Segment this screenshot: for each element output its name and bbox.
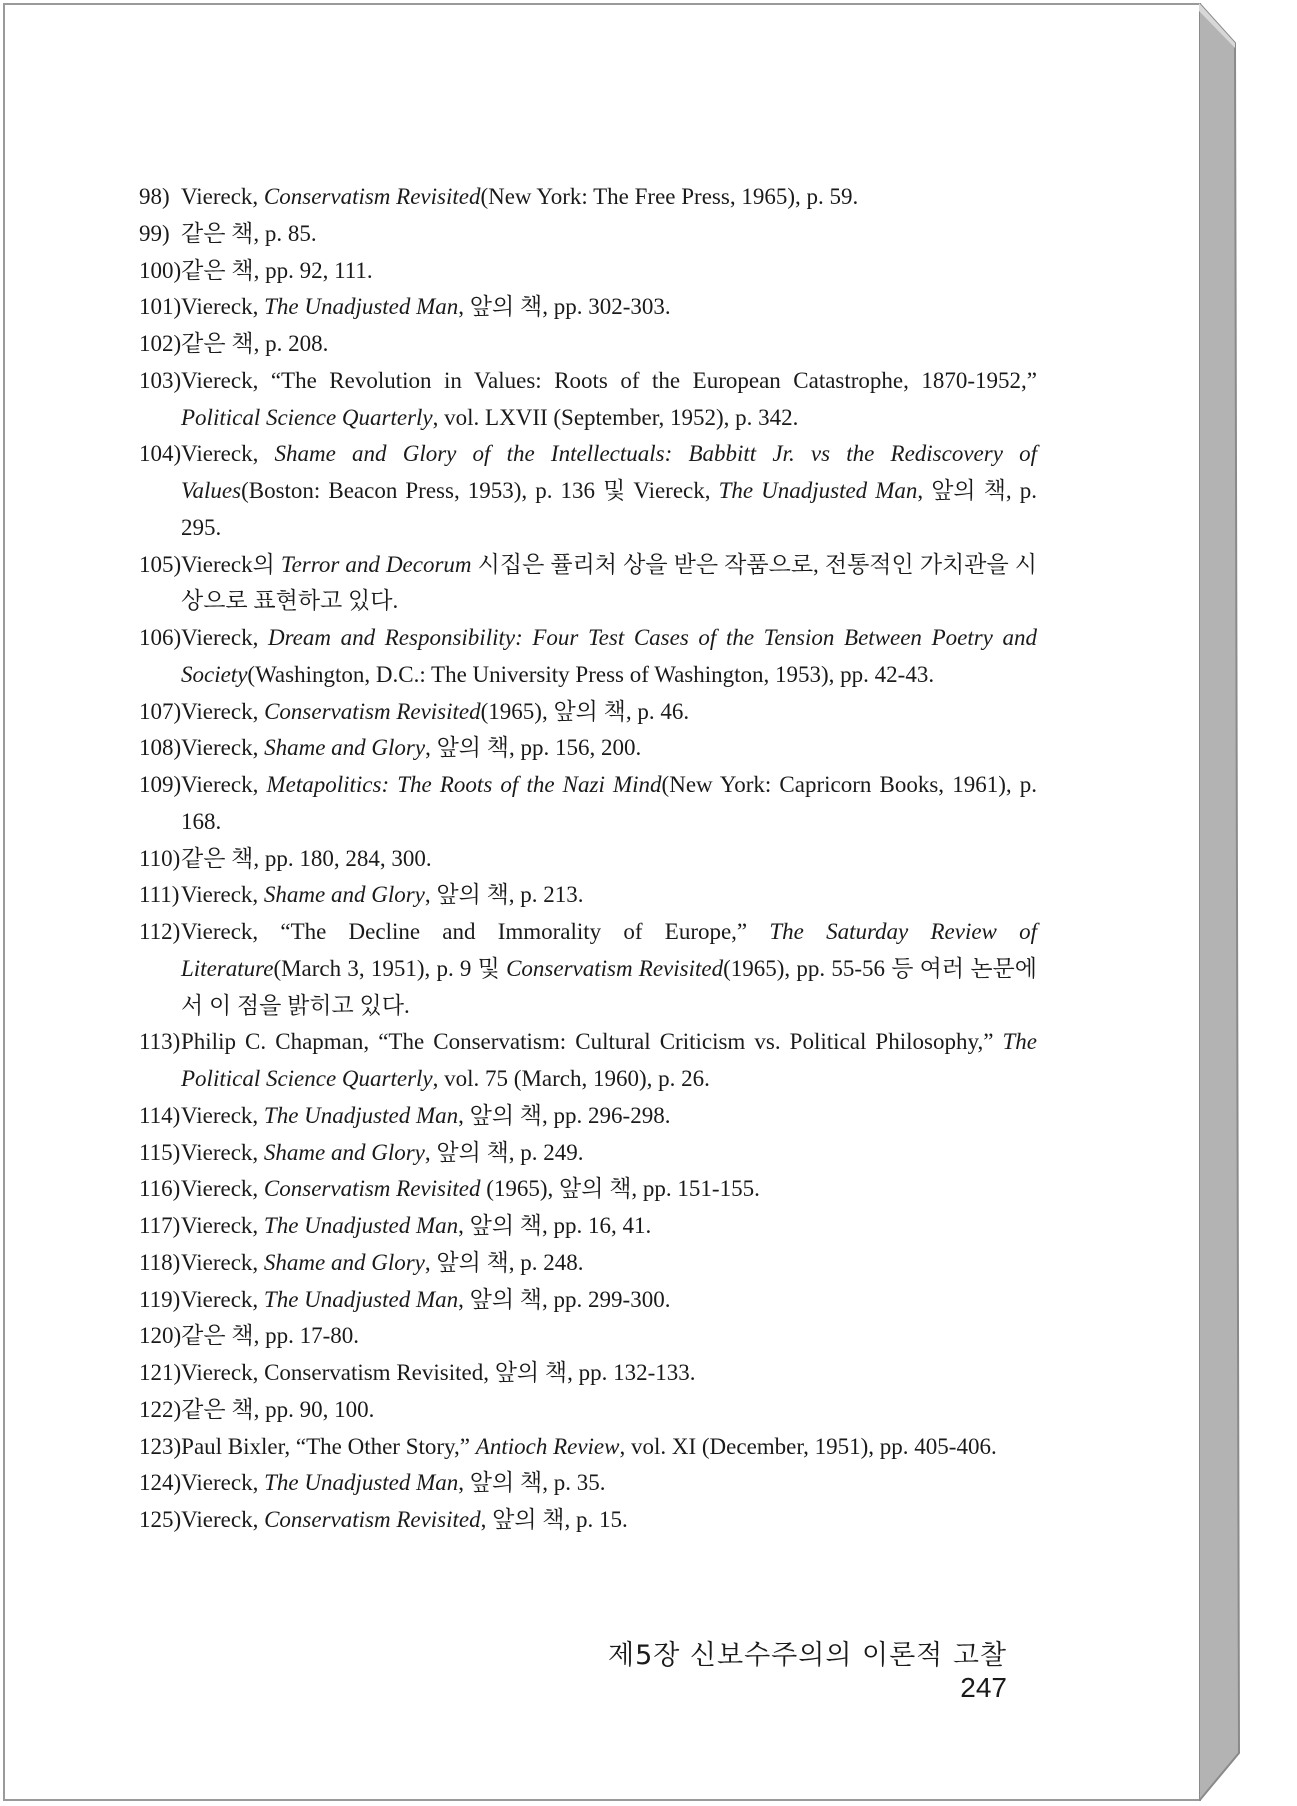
footnote-text: , vol. LXVII (September, 1952), p. 342. (432, 404, 799, 430)
footnote (139, 1098, 1037, 1135)
footnote (139, 289, 1037, 326)
footnote (139, 216, 1037, 253)
footnote-title-italic: The Unadjusted Man (263, 1286, 459, 1312)
footnote-text: Viereck, (181, 1139, 264, 1165)
footnote-text: Viereck, “The Revolution in Values: Roots of the European Catastrophe, 1870-1952,” (181, 367, 1037, 393)
footnote-title-italic: Terror and Decorum (280, 551, 472, 577)
footnote-text: , 앞의 책, p. 249. (424, 1139, 584, 1165)
footnote-text: , 앞의 책, pp. 16, 41. (458, 1213, 652, 1238)
footnote-number: 121) (139, 1360, 182, 1385)
footnote-number: 109) (139, 772, 182, 797)
running-chapter-title: 제5장 신보수주의의 이론적 고찰 (608, 1640, 1007, 1671)
footnote-number: 114) (139, 1102, 181, 1128)
footnote-text: (New York: Capricorn Books, 1961), p. 168. (181, 772, 1037, 834)
footnote-text: (1965), pp. 55-56 등 여러 논문에서 이 점을 밝히고 있다. (181, 955, 1037, 1018)
footnote-title-italic: The Unadjusted Man (263, 1213, 459, 1238)
footnote-text: Viereck, (181, 1507, 265, 1532)
footnote (139, 1465, 1037, 1502)
footnote-title-italic: Conservatism Revisited (264, 1507, 481, 1532)
footnote-text: Viereck, “The Decline and Immorality of Europe,” (181, 919, 770, 944)
page-footer (575, 1633, 1007, 1704)
footnote (139, 694, 1037, 731)
footnote-number: 102) (139, 331, 182, 356)
footnote-text: Viereck, (181, 1470, 265, 1496)
footnote-text: , 앞의 책, p. 213. (424, 882, 584, 908)
footnote (139, 1502, 1037, 1539)
footnote-title-italic: The Unadjusted Man (264, 294, 459, 320)
footnote-text: Viereck, (181, 772, 267, 797)
footnote-number: 115) (139, 1139, 181, 1165)
footnote-title-italic: Dream and Responsibility: Four Test Cases of the Tension Between Poetry and Society (181, 625, 1038, 687)
footnote (139, 1208, 1037, 1245)
footnote-text: (Boston: Beacon Press, 1953), p. 136 및 Viereck, (241, 478, 719, 503)
footnote-number: 104) (139, 441, 182, 467)
footnote-text: (Washington, D.C.: The University Press of Washington, 1953), pp. 42-43. (247, 661, 935, 687)
footnote (139, 620, 1037, 694)
footnote-number: 119) (139, 1286, 181, 1312)
footnote-title-italic: Conservatism Revisited (506, 955, 724, 981)
footnote (139, 1429, 1037, 1466)
footnote-number: 111) (139, 882, 180, 908)
footnote-number: 112) (139, 919, 181, 944)
footnote (139, 1171, 1037, 1208)
footnote-number: 99) (139, 220, 170, 246)
footnote-title-italic: Antioch Review (475, 1433, 620, 1459)
page-number: 247 (960, 1672, 1007, 1703)
footnote-text: Viereck, (181, 882, 264, 908)
footnote-title-italic: Conservatism Revisited (264, 698, 481, 724)
footnote-text: Paul Bixler, “The Other Story,” (181, 1433, 476, 1459)
footnote-text: , 앞의 책, pp. 302-303. (458, 294, 671, 320)
footnote (139, 179, 1037, 216)
footnote-text: 같은 책, p. 85. (181, 220, 317, 246)
footnote-title-italic: Shame and Glory (263, 1249, 425, 1275)
footnote-text: Philip C. Chapman, “The Conservatism: Cultural Criticism vs. Political Philosophy,” (181, 1029, 1003, 1055)
footnote (139, 253, 1037, 290)
footnote-text: 같은 책, pp. 92, 111. (181, 257, 373, 283)
footnote-text: , 앞의 책, pp. 296-298. (458, 1102, 671, 1128)
footnote-number: 116) (139, 1176, 181, 1202)
footnote-title-italic: The Unadjusted Man (718, 478, 918, 503)
footnote-text: , 앞의 책, pp. 299-300. (458, 1286, 671, 1312)
footnote-title-italic: Shame and Glory (264, 735, 426, 761)
footnote-number: 122) (139, 1396, 182, 1422)
footnote-number: 125) (139, 1507, 182, 1532)
footnote (139, 326, 1037, 363)
footnote-number: 110) (139, 845, 181, 871)
footnote (139, 436, 1037, 546)
footnote-title-italic: The Saturday Review of Literature (181, 919, 1037, 981)
footnote (139, 767, 1037, 841)
footnote-text: Viereck, (181, 1176, 264, 1202)
footnote (139, 1392, 1037, 1429)
footnote (139, 914, 1037, 1024)
footnote-title-italic: Shame and Glory (263, 1139, 425, 1165)
footnote-list (139, 179, 1037, 1539)
footnote-text: Viereck, (181, 294, 265, 320)
footnote-text: 시집은 퓰리처 상을 받은 작품으로, 전통적인 가치관을 시상으로 표현하고 있다. (181, 551, 1038, 614)
footnote-text: Viereck, (181, 698, 265, 724)
footnote-text: (New York: The Free Press, 1965), p. 59. (480, 184, 859, 209)
footnote-text: , 앞의 책, p. 248. (424, 1249, 584, 1275)
footnote (139, 1318, 1037, 1355)
footnote (139, 1355, 1037, 1392)
footnote-text: 같은 책, pp. 90, 100. (181, 1396, 375, 1422)
footnote-title-italic: Conservatism Revisited (263, 184, 481, 209)
footnote-number: 113) (139, 1029, 181, 1055)
footnote-number: 108) (139, 735, 182, 761)
footnote (139, 547, 1037, 621)
footnote-title-italic: Political Science Quarterly (181, 404, 433, 430)
footnote-number: 100) (139, 257, 182, 283)
book-spine-edge (1199, 3, 1243, 1801)
footnote (139, 1245, 1037, 1282)
footnote-number: 117) (139, 1213, 181, 1238)
footnote-text: Viereck, (181, 1213, 264, 1238)
footnote-text: , vol. 75 (March, 1960), p. 26. (432, 1066, 710, 1091)
footnote-text: Viereck, (181, 1102, 264, 1128)
footnote-number: 120) (139, 1323, 182, 1349)
footnote-text: , 앞의 책, p. 35. (458, 1470, 606, 1496)
footnote (139, 841, 1037, 878)
footnote-title-italic: Metapolitics: The Roots of the Nazi Mind (266, 772, 662, 797)
footnote (139, 1282, 1037, 1319)
footnote-text: , 앞의 책, pp. 156, 200. (425, 735, 642, 761)
footnote-number: 123) (139, 1433, 182, 1459)
footnote-number: 107) (139, 698, 182, 724)
footnote-text: (March 3, 1951), p. 9 및 (273, 955, 507, 981)
footnote-text: Viereck, (181, 1286, 264, 1312)
footnote-number: 106) (139, 625, 182, 650)
footnote-text: Viereck, (181, 441, 275, 467)
footnote-text: 같은 책, p. 208. (181, 331, 329, 356)
footnote-title-italic: The Political Science Quarterly (181, 1029, 1037, 1091)
footnote-title-italic: The Unadjusted Man (264, 1470, 459, 1496)
footnote-number: 118) (139, 1249, 181, 1275)
footnote-text: Viereck, Conservatism Revisited, 앞의 책, pp. 132-133. (181, 1360, 696, 1385)
footnote-text: Viereck, (181, 184, 264, 209)
footnote-text: Viereck, (181, 625, 268, 650)
footnote-title-italic: Conservatism Revisited (263, 1176, 481, 1202)
footnote (139, 1135, 1037, 1172)
footnote-text: (1965), 앞의 책, p. 46. (480, 698, 690, 724)
footnote-number: 101) (139, 294, 182, 320)
footnote (139, 363, 1037, 437)
footnote-number: 103) (139, 367, 182, 393)
footnote-text: Viereck, (181, 735, 265, 761)
footnote (139, 877, 1037, 914)
footnote-title-italic: Shame and Glory (263, 882, 425, 908)
footnote-text: (1965), 앞의 책, pp. 151-155. (480, 1176, 760, 1202)
footnote-text: , vol. XI (December, 1951), pp. 405-406. (619, 1433, 997, 1459)
footnote (139, 1024, 1037, 1098)
footnote-text: 같은 책, pp. 17-80. (181, 1323, 359, 1349)
footnote-text: , 앞의 책, p. 295. (181, 478, 1037, 540)
footnote-text: Viereck, (181, 1249, 264, 1275)
footnote-text: Viereck의 (181, 551, 281, 577)
footnote-text: 같은 책, pp. 180, 284, 300. (181, 845, 432, 871)
footnote (139, 730, 1037, 767)
footnote-title-italic: Shame and Glory of the Intellectuals: Babbitt Jr. vs the Rediscovery of Values (181, 441, 1037, 503)
footnote-title-italic: The Unadjusted Man (263, 1102, 459, 1128)
footnote-number: 98) (139, 184, 170, 209)
footnote-number: 124) (139, 1470, 182, 1496)
footnote-text: , 앞의 책, p. 15. (480, 1507, 628, 1532)
footnote-number: 105) (139, 551, 182, 577)
book-page (3, 3, 1201, 1801)
